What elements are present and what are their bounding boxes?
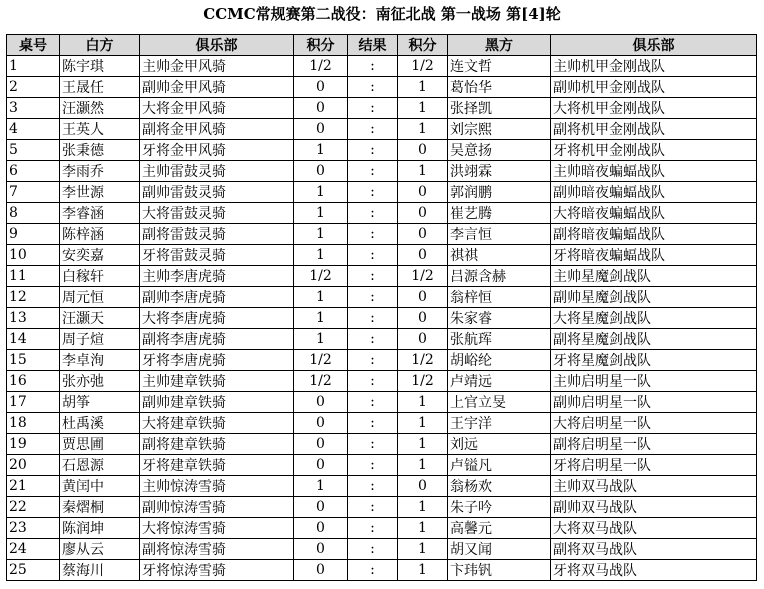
black-player: 朱家睿 [448, 308, 551, 329]
black-score: 0 [398, 287, 448, 308]
result-separator: : [348, 455, 398, 476]
white-club: 大将金甲风骑 [140, 98, 294, 119]
header-black: 黑方 [448, 35, 551, 56]
header-white-club: 俱乐部 [140, 35, 294, 56]
black-club: 主帅机甲金刚战队 [551, 56, 757, 77]
table-no: 2 [7, 77, 60, 98]
white-club: 副将雷鼓灵骑 [140, 224, 294, 245]
white-player: 周元恒 [60, 287, 140, 308]
result-separator: : [348, 224, 398, 245]
table-no: 3 [7, 98, 60, 119]
white-score: 0 [294, 560, 348, 581]
white-score: 0 [294, 518, 348, 539]
table-no: 25 [7, 560, 60, 581]
black-player: 连文哲 [448, 56, 551, 77]
table-row [7, 497, 757, 518]
white-player: 周子煊 [60, 329, 140, 350]
black-club: 副将双马战队 [551, 539, 757, 560]
result-separator: : [348, 56, 398, 77]
table-row [7, 119, 757, 140]
table-row [7, 287, 757, 308]
table-row [7, 98, 757, 119]
table-row [7, 392, 757, 413]
result-separator: : [348, 413, 398, 434]
white-player: 贾思圃 [60, 434, 140, 455]
black-player: 翁梓恒 [448, 287, 551, 308]
white-player: 蔡海川 [60, 560, 140, 581]
table-row [7, 140, 757, 161]
pairings-table [6, 34, 757, 581]
table-no: 7 [7, 182, 60, 203]
table-no: 10 [7, 245, 60, 266]
white-score: 0 [294, 161, 348, 182]
table-no: 11 [7, 266, 60, 287]
white-score: 0 [294, 77, 348, 98]
black-score: 1 [398, 497, 448, 518]
header-black-club: 俱乐部 [551, 35, 757, 56]
white-club: 主帅金甲风骑 [140, 56, 294, 77]
black-score: 1/2 [398, 350, 448, 371]
header-result: 结果 [348, 35, 398, 56]
black-club: 牙将机甲金刚战队 [551, 140, 757, 161]
black-club: 主帅启明星一队 [551, 371, 757, 392]
black-club: 大将启明星一队 [551, 413, 757, 434]
black-score: 0 [398, 329, 448, 350]
white-player: 白稼轩 [60, 266, 140, 287]
result-separator: : [348, 161, 398, 182]
result-separator: : [348, 350, 398, 371]
table-row [7, 350, 757, 371]
result-separator: : [348, 476, 398, 497]
white-score: 0 [294, 392, 348, 413]
black-club: 副将星魔剑战队 [551, 329, 757, 350]
black-score: 1 [398, 434, 448, 455]
table-no: 4 [7, 119, 60, 140]
white-score: 1 [294, 182, 348, 203]
white-player: 汪灏天 [60, 308, 140, 329]
black-score: 0 [398, 203, 448, 224]
black-score: 1/2 [398, 56, 448, 77]
black-score: 1 [398, 455, 448, 476]
black-club: 副帅暗夜蝙蝠战队 [551, 182, 757, 203]
white-score: 1 [294, 308, 348, 329]
white-player: 杜禹溪 [60, 413, 140, 434]
table-row [7, 245, 757, 266]
white-player: 李世源 [60, 182, 140, 203]
black-club: 副帅机甲金刚战队 [551, 77, 757, 98]
black-player: 翁杨欢 [448, 476, 551, 497]
table-no: 17 [7, 392, 60, 413]
white-club: 副将惊涛雪骑 [140, 539, 294, 560]
result-separator: : [348, 518, 398, 539]
white-club: 牙将建章铁骑 [140, 455, 294, 476]
white-club: 副帅雷鼓灵骑 [140, 182, 294, 203]
table-no: 24 [7, 539, 60, 560]
white-player: 安奕嘉 [60, 245, 140, 266]
table-row [7, 224, 757, 245]
black-club: 副帅启明星一队 [551, 392, 757, 413]
black-club: 大将双马战队 [551, 518, 757, 539]
result-separator: : [348, 434, 398, 455]
black-player: 王宇洋 [448, 413, 551, 434]
table-no: 1 [7, 56, 60, 77]
black-score: 0 [398, 245, 448, 266]
white-club: 牙将惊涛雪骑 [140, 560, 294, 581]
black-player: 祺祺 [448, 245, 551, 266]
black-score: 1 [398, 77, 448, 98]
table-row [7, 329, 757, 350]
header-white-score: 积分 [294, 35, 348, 56]
result-separator: : [348, 182, 398, 203]
white-club: 副帅惊涛雪骑 [140, 497, 294, 518]
table-no: 18 [7, 413, 60, 434]
black-player: 洪翊霖 [448, 161, 551, 182]
white-player: 秦熠桐 [60, 497, 140, 518]
white-player: 李睿涵 [60, 203, 140, 224]
white-score: 1 [294, 140, 348, 161]
table-row [7, 266, 757, 287]
black-score: 1 [398, 539, 448, 560]
table-row [7, 308, 757, 329]
result-separator: : [348, 287, 398, 308]
black-score: 1 [398, 119, 448, 140]
white-club: 主帅惊涛雪骑 [140, 476, 294, 497]
black-club: 牙将星魔剑战队 [551, 350, 757, 371]
white-club: 牙将雷鼓灵骑 [140, 245, 294, 266]
white-score: 0 [294, 455, 348, 476]
table-no: 20 [7, 455, 60, 476]
white-club: 大将建章铁骑 [140, 413, 294, 434]
white-club: 主帅李唐虎骑 [140, 266, 294, 287]
black-score: 1 [398, 413, 448, 434]
result-separator: : [348, 98, 398, 119]
header-table-no: 桌号 [7, 35, 60, 56]
black-club: 牙将双马战队 [551, 560, 757, 581]
result-separator: : [348, 140, 398, 161]
white-club: 牙将金甲风骑 [140, 140, 294, 161]
white-club: 副帅建章铁骑 [140, 392, 294, 413]
result-separator: : [348, 77, 398, 98]
black-club: 副将机甲金刚战队 [551, 119, 757, 140]
white-player: 王晟任 [60, 77, 140, 98]
black-player: 郭润鹏 [448, 182, 551, 203]
black-player: 胡又闻 [448, 539, 551, 560]
white-score: 1/2 [294, 371, 348, 392]
black-player: 卞玮钒 [448, 560, 551, 581]
black-score: 0 [398, 224, 448, 245]
header-black-score: 积分 [398, 35, 448, 56]
black-player: 刘宗熙 [448, 119, 551, 140]
table-no: 22 [7, 497, 60, 518]
table-row [7, 476, 757, 497]
table-no: 9 [7, 224, 60, 245]
black-player: 崔艺腾 [448, 203, 551, 224]
white-player: 张亦弛 [60, 371, 140, 392]
result-separator: : [348, 329, 398, 350]
black-club: 主帅星魔剑战队 [551, 266, 757, 287]
result-separator: : [348, 119, 398, 140]
black-score: 1 [398, 392, 448, 413]
white-score: 1 [294, 203, 348, 224]
header-row [7, 35, 757, 56]
result-separator: : [348, 266, 398, 287]
result-separator: : [348, 497, 398, 518]
page-title: CCMC常规赛第二战役：南征北战 第一战场 第[4]轮 [203, 5, 561, 23]
black-player: 卢靖远 [448, 371, 551, 392]
white-club: 大将惊涛雪骑 [140, 518, 294, 539]
result-separator: : [348, 203, 398, 224]
white-club: 副帅李唐虎骑 [140, 287, 294, 308]
result-separator: : [348, 392, 398, 413]
white-score: 0 [294, 98, 348, 119]
table-row [7, 182, 757, 203]
black-club: 主帅双马战队 [551, 476, 757, 497]
table-no: 6 [7, 161, 60, 182]
table-row [7, 455, 757, 476]
white-club: 牙将李唐虎骑 [140, 350, 294, 371]
table-row [7, 560, 757, 581]
white-score: 0 [294, 119, 348, 140]
white-player: 廖从云 [60, 539, 140, 560]
black-club: 副将启明星一队 [551, 434, 757, 455]
white-score: 0 [294, 413, 348, 434]
white-score: 1 [294, 476, 348, 497]
black-club: 大将暗夜蝙蝠战队 [551, 203, 757, 224]
black-club: 大将星魔剑战队 [551, 308, 757, 329]
black-score: 1 [398, 98, 448, 119]
table-no: 13 [7, 308, 60, 329]
black-score: 1 [398, 161, 448, 182]
table-no: 23 [7, 518, 60, 539]
black-player: 李言恒 [448, 224, 551, 245]
white-player: 王英人 [60, 119, 140, 140]
header-white: 白方 [60, 35, 140, 56]
result-separator: : [348, 560, 398, 581]
white-score: 1/2 [294, 350, 348, 371]
table-no: 21 [7, 476, 60, 497]
black-player: 葛怡华 [448, 77, 551, 98]
white-score: 1/2 [294, 266, 348, 287]
white-club: 副将金甲风骑 [140, 119, 294, 140]
result-separator: : [348, 539, 398, 560]
table-row [7, 371, 757, 392]
white-club: 主帅建章铁骑 [140, 371, 294, 392]
white-score: 1 [294, 329, 348, 350]
table-no: 14 [7, 329, 60, 350]
black-club: 副将暗夜蝙蝠战队 [551, 224, 757, 245]
black-score: 0 [398, 182, 448, 203]
white-club: 副帅金甲风骑 [140, 77, 294, 98]
black-club: 牙将启明星一队 [551, 455, 757, 476]
black-player: 高馨元 [448, 518, 551, 539]
table-no: 16 [7, 371, 60, 392]
white-club: 副将李唐虎骑 [140, 329, 294, 350]
black-player: 胡峪纶 [448, 350, 551, 371]
result-separator: : [348, 371, 398, 392]
black-score: 1/2 [398, 371, 448, 392]
white-score: 1 [294, 224, 348, 245]
white-club: 大将雷鼓灵骑 [140, 203, 294, 224]
white-player: 陈梓涵 [60, 224, 140, 245]
black-player: 卢镒凡 [448, 455, 551, 476]
table-no: 12 [7, 287, 60, 308]
table-row [7, 518, 757, 539]
table-no: 8 [7, 203, 60, 224]
black-player: 张择凯 [448, 98, 551, 119]
white-score: 1/2 [294, 56, 348, 77]
white-player: 张秉德 [60, 140, 140, 161]
table-row [7, 161, 757, 182]
white-score: 0 [294, 497, 348, 518]
white-player: 李雨乔 [60, 161, 140, 182]
black-player: 上官立旻 [448, 392, 551, 413]
table-row [7, 77, 757, 98]
white-player: 李卓洵 [60, 350, 140, 371]
black-player: 吕源含赫 [448, 266, 551, 287]
black-player: 吴意扬 [448, 140, 551, 161]
white-score: 0 [294, 539, 348, 560]
black-player: 刘远 [448, 434, 551, 455]
black-club: 大将机甲金刚战队 [551, 98, 757, 119]
white-club: 主帅雷鼓灵骑 [140, 161, 294, 182]
white-player: 汪灏然 [60, 98, 140, 119]
black-club: 主帅暗夜蝙蝠战队 [551, 161, 757, 182]
white-club: 副将建章铁骑 [140, 434, 294, 455]
black-score: 0 [398, 308, 448, 329]
white-player: 陈宇琪 [60, 56, 140, 77]
black-score: 1 [398, 518, 448, 539]
black-club: 牙将暗夜蝙蝠战队 [551, 245, 757, 266]
black-score: 1 [398, 560, 448, 581]
white-score: 1 [294, 287, 348, 308]
black-score: 1/2 [398, 266, 448, 287]
black-score: 0 [398, 476, 448, 497]
white-player: 石恩源 [60, 455, 140, 476]
black-club: 副帅双马战队 [551, 497, 757, 518]
white-player: 陈润坤 [60, 518, 140, 539]
table-no: 19 [7, 434, 60, 455]
table-row [7, 434, 757, 455]
white-player: 胡筝 [60, 392, 140, 413]
black-player: 朱子吟 [448, 497, 551, 518]
table-no: 5 [7, 140, 60, 161]
white-score: 1 [294, 245, 348, 266]
black-club: 副帅星魔剑战队 [551, 287, 757, 308]
result-separator: : [348, 308, 398, 329]
white-score: 0 [294, 434, 348, 455]
table-no: 15 [7, 350, 60, 371]
table-row [7, 539, 757, 560]
table-row [7, 203, 757, 224]
white-club: 大将李唐虎骑 [140, 308, 294, 329]
white-player: 黄闰中 [60, 476, 140, 497]
black-score: 0 [398, 140, 448, 161]
result-separator: : [348, 245, 398, 266]
table-row [7, 413, 757, 434]
table-row [7, 56, 757, 77]
black-player: 张航珲 [448, 329, 551, 350]
